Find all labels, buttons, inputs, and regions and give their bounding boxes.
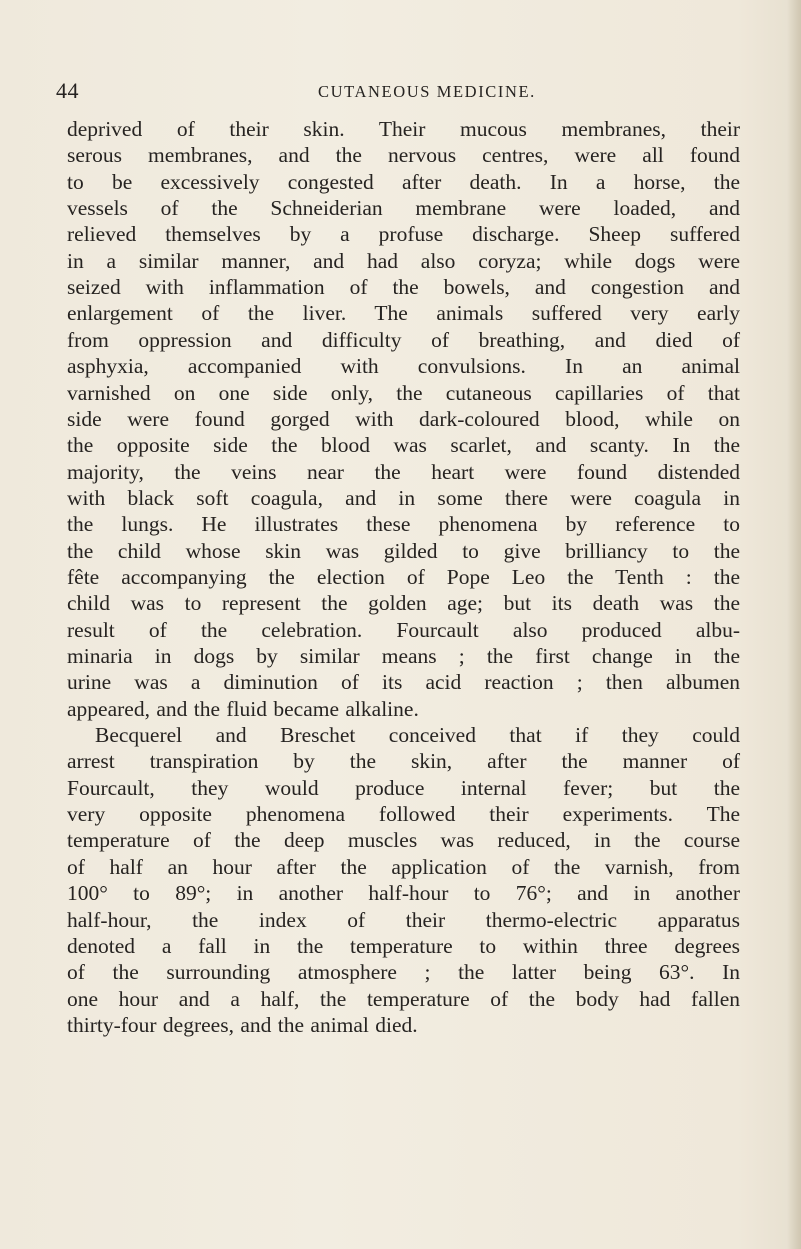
running-head: CUTANEOUS MEDICINE. <box>318 82 536 101</box>
text-line: minaria in dogs by similar means ; the first change in the <box>67 644 740 668</box>
text-line: denoted a fall in the temperature to within three degrees <box>67 933 740 958</box>
page-number: 44 <box>56 78 79 103</box>
text-line: side were found gorged with dark-coloured blood, while on <box>67 406 740 431</box>
text-line: half-hour, the index of their thermo-electric apparatus <box>67 907 740 932</box>
text-line: the child whose skin was gilded to give brilliancy to the <box>67 538 740 563</box>
text-line: vessels of the Schneiderian membrane were loaded, and <box>67 196 740 221</box>
text-line: the lungs. He illustrates these phenomena by reference to <box>67 512 740 537</box>
text-line: Becquerel and Breschet conceived that if they could <box>95 723 740 748</box>
text-line: asphyxia, accompanied with convulsions. In an animal <box>67 354 740 379</box>
text-line: result of the celebration. Fourcault also produced albu- <box>67 617 740 642</box>
text-line: from oppression and difficulty of breathing, and died of <box>67 327 740 352</box>
text-line: thirty-four degrees, and the animal died. <box>67 1012 418 1037</box>
text-line: varnished on one side only, the cutaneous capillaries of that <box>67 380 740 405</box>
text-line: to be excessively congested after death. In a horse, the <box>67 169 740 194</box>
text-line: the opposite side the blood was scarlet, and scanty. In the <box>67 433 740 458</box>
text-line: in a similar manner, and had also coryza; while dogs were <box>67 248 740 273</box>
text-line: enlargement of the liver. The animals suffered very early <box>67 301 740 326</box>
text-line: arrest transpiration by the skin, after the manner of <box>67 749 740 774</box>
text-line: relieved themselves by a profuse discharge. Sheep suffered <box>67 222 740 247</box>
text-line: fête accompanying the election of Pope Leo the Tenth : the <box>67 564 740 589</box>
text-line: very opposite phenomena followed their experiments. The <box>67 802 740 827</box>
page-header <box>0 78 801 108</box>
text-line: Fourcault, they would produce internal fever; but the <box>67 775 740 800</box>
text-line: child was to represent the golden age; but its death was the <box>67 591 740 616</box>
text-line: with black soft coagula, and in some there were coagula in <box>67 485 740 510</box>
text-line: of the surrounding atmosphere ; the latter being 63°. In <box>67 960 740 985</box>
text-line: serous membranes, and the nervous centres, were all found <box>67 143 740 168</box>
text-line: one hour and a half, the temperature of the body had fallen <box>67 986 740 1011</box>
text-line: appeared, and the fluid became alkaline. <box>67 696 419 721</box>
text-line: 100° to 89°; in another half-hour to 76°; and in another <box>67 881 740 906</box>
text-line: majority, the veins near the heart were found distended <box>67 459 740 484</box>
text-line: of half an hour after the application of the varnish, from <box>67 854 740 879</box>
text-line: urine was a diminution of its acid reaction ; then albumen <box>67 670 740 695</box>
page-edge-shadow <box>787 0 801 1249</box>
text-line: deprived of their skin. Their mucous membranes, their <box>67 117 740 141</box>
text-line: seized with inflammation of the bowels, and congestion and <box>67 275 740 300</box>
text-line: temperature of the deep muscles was reduced, in the course <box>67 828 740 853</box>
